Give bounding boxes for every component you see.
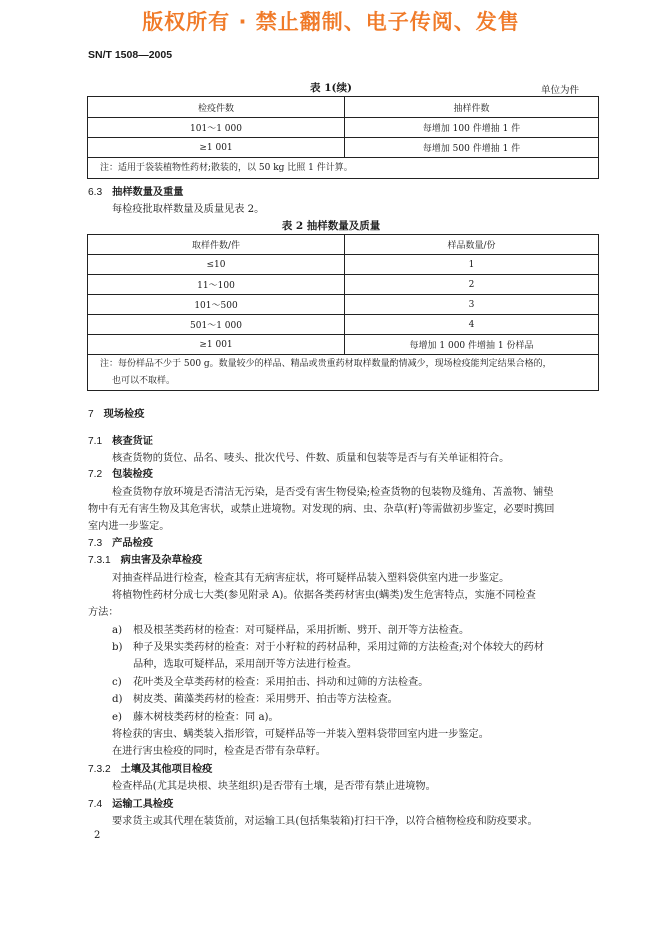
standard-number: SN/T 1508—2005 (88, 49, 173, 61)
section-7-3-1-text: 将检获的害虫、螨类装入指形管，可疑样品等一并装入塑料袋带回室内进一步鉴定。 (112, 729, 489, 740)
table-note-line: 也可以不取样。 (112, 375, 176, 386)
section-7-3-1-text: 方法： (88, 607, 119, 618)
section-7-3-1-text: 将植物性药材分成七大类(参见附录 A)。依据各类药材害虫(螨类)发生危害特点，实施不同检查 (112, 590, 536, 601)
table-row (88, 315, 599, 335)
table-row (88, 138, 599, 158)
list-item: b) 种子及果实类药材的检查：对于小籽粒的药材品种，采用过筛的方法检查;对个体较大的药材 (112, 642, 544, 653)
list-item: e) 藤木树枝类药材的检查：同 a)。 (112, 712, 279, 723)
table-cell: ≤10 (88, 255, 345, 275)
section-7-3-1-heading: 7.3.1 病虫害及杂草检疫 (88, 554, 203, 566)
section-7-3-heading: 7.3 产品检疫 (88, 537, 153, 549)
table-header-cell: 取样件数/件 (88, 235, 345, 255)
table-cell: 11～100 (88, 275, 345, 295)
section-7-1-heading: 7.1 核查货证 (88, 435, 153, 447)
table-cell: 101～1 000 (88, 118, 345, 138)
list-item: d) 树皮类、菌藻类药材的检查：采用劈开、拍击等方法检查。 (112, 694, 398, 705)
section-7-2-text: 室内进一步鉴定。 (88, 521, 170, 532)
table-row (88, 255, 599, 275)
section-7-3-1-text: 对抽查样品进行检查，检查其有无病害症状，将可疑样品装入塑料袋供室内进一步鉴定。 (112, 573, 510, 584)
table-header-cell: 样品数量/份 (345, 235, 599, 255)
table-cell: 501～1 000 (88, 315, 345, 335)
table-cell: 2 (345, 275, 599, 295)
table1 (87, 96, 599, 179)
section-7-3-2-heading: 7.3.2 土壤及其他项目检疫 (88, 763, 213, 775)
list-item: c) 花叶类及全草类药材的检查：采用拍击、抖动和过筛的方法检查。 (112, 677, 429, 688)
section-7-2-heading: 7.2 包装检疫 (88, 468, 153, 480)
table-note-line: 注：每份样品不少于 500 g。数量较少的样品、精品或贵重药材取样数量酌情减少，现场检疫能判定结果合格的， (100, 358, 552, 369)
section-7-4-heading: 7.4 运输工具检疫 (88, 798, 174, 810)
table-cell: 每增加 100 件增抽 1 件 (345, 118, 599, 138)
table-row (88, 118, 599, 138)
section-7-2-text: 物中有无有害生物及其危害状，或禁止进境物。对发现的病、虫、杂草(籽)等需做初步鉴定，必要时携回 (88, 504, 555, 515)
table-header-cell: 检疫件数 (88, 97, 345, 118)
table-cell: 1 (345, 255, 599, 275)
list-item-continuation: 品种，选取可疑样品，采用剖开等方法进行检查。 (133, 659, 358, 670)
table-cell: 每增加 500 件增抽 1 件 (345, 138, 599, 158)
table1-unit: 单位为件 (541, 85, 580, 96)
section-7-2-text: 检查货物存放环境是否清洁无污染，是否受有害生物侵染;检查货物的包装物及缝角、苫盖物、铺垫 (112, 487, 554, 498)
section-6-3-text: 每检疫批取样数量及质量见表 2。 (112, 204, 265, 215)
table-cell: 4 (345, 315, 599, 335)
table-cell: 每增加 1 000 件增抽 1 份样品 (345, 335, 599, 355)
section-7-3-1-text: 在进行害虫检疫的同时，检查是否带有杂草籽。 (112, 746, 326, 757)
table-row (88, 295, 599, 315)
list-item: a) 根及根茎类药材的检查：对可疑样品，采用折断、劈开、剖开等方法检查。 (112, 625, 470, 636)
table-note-row (88, 158, 599, 179)
table-note: 注：适用于袋装植物性药材;散装的，以 50 kg 比照 1 件计算。 (88, 158, 599, 179)
table-cell: ≥1 001 (88, 138, 345, 158)
section-6-3-heading: 6.3 抽样数量及重量 (88, 186, 184, 198)
table-header-cell: 抽样件数 (345, 97, 599, 118)
table2-caption: 表 2 抽样数量及质量 (281, 220, 381, 232)
table-row (88, 335, 599, 355)
section-7-heading: 7 现场检疫 (88, 408, 145, 420)
section-7-1-text: 核查货物的货位、品名、唛头、批次代号、件数、质量和包装等是否与有关单证相符合。 (112, 453, 510, 464)
table-cell: ≥1 001 (88, 335, 345, 355)
table1-caption: 表 1(续) (310, 82, 352, 94)
table-cell: 101～500 (88, 295, 345, 315)
table-row (88, 275, 599, 295)
table-cell: 3 (345, 295, 599, 315)
section-7-4-text: 要求货主或其代理在装货前，对运输工具(包括集装箱)打扫干净，以符合植物检疫和防疫要求。 (112, 816, 538, 827)
table-note-row (88, 355, 599, 391)
copyright-watermark: 版权所有 · 禁止翻制、电子传阅、发售 (142, 10, 520, 34)
section-7-3-2-text: 检查样品(尤其是块根、块茎组织)是否带有土壤，是否带有禁止进境物。 (112, 781, 436, 792)
page-number: 2 (94, 830, 101, 841)
table-header-row (88, 235, 599, 255)
table2 (87, 234, 599, 391)
table-header-row (88, 97, 599, 118)
table-note (88, 355, 599, 391)
